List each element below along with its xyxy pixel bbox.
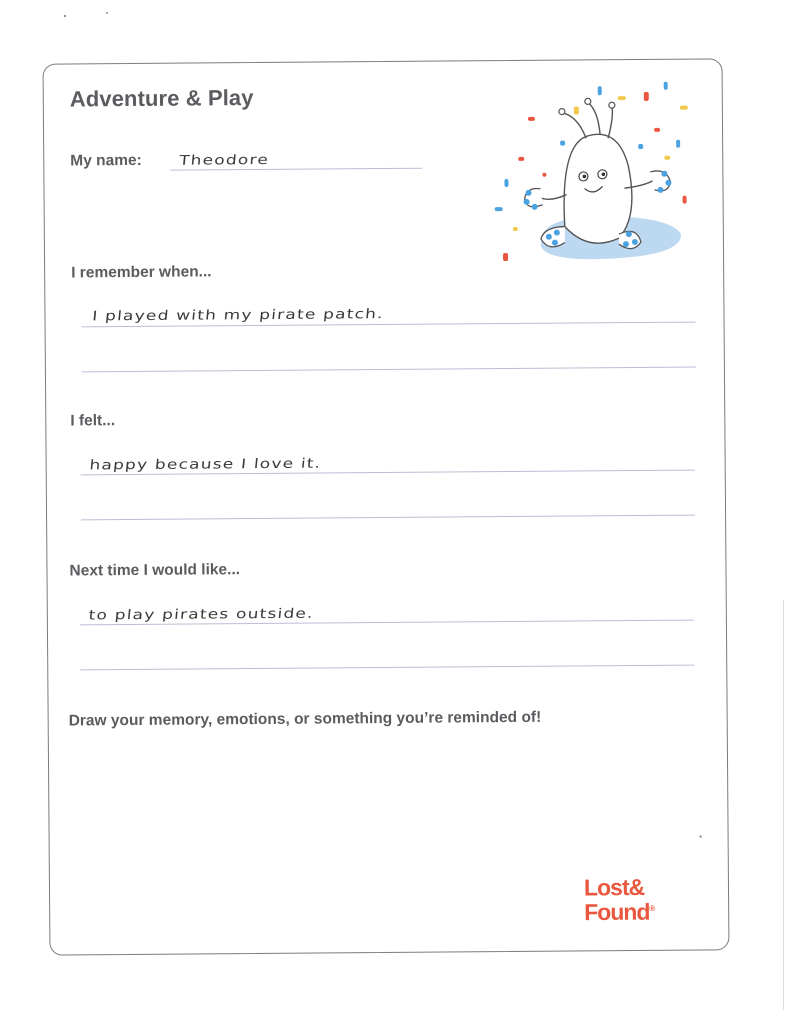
- next-line-2: [80, 665, 694, 671]
- remember-line-2: [82, 367, 696, 373]
- next-answer: to play pirates outside.: [87, 605, 315, 624]
- felt-answer: happy because I love it.: [88, 455, 323, 474]
- scan-speck: [700, 836, 702, 838]
- scan-edge: [783, 600, 784, 1010]
- draw-prompt: Draw your memory, emotions, or something you’re reminded of!: [68, 708, 542, 730]
- confetti-monster-icon: [468, 76, 700, 283]
- page-title: Adventure & Play: [69, 85, 254, 112]
- brand-word: Found: [584, 898, 650, 926]
- name-label: My name:: [70, 151, 142, 170]
- remember-label: I remember when...: [71, 263, 212, 282]
- felt-line-2: [81, 515, 695, 521]
- brand-line-1: Lost&: [583, 873, 645, 901]
- brand-line-2: [584, 898, 704, 924]
- scan-speck: [64, 15, 66, 17]
- registered-mark: ®: [649, 903, 656, 913]
- felt-label: I felt...: [70, 412, 116, 430]
- next-label: Next time I would like...: [69, 561, 241, 580]
- brand-logo: [583, 873, 704, 926]
- worksheet-card: [43, 58, 730, 955]
- scan-speck: [106, 12, 108, 14]
- remember-answer: I played with my pirate patch.: [91, 306, 385, 325]
- name-answer: Theodore: [178, 152, 270, 169]
